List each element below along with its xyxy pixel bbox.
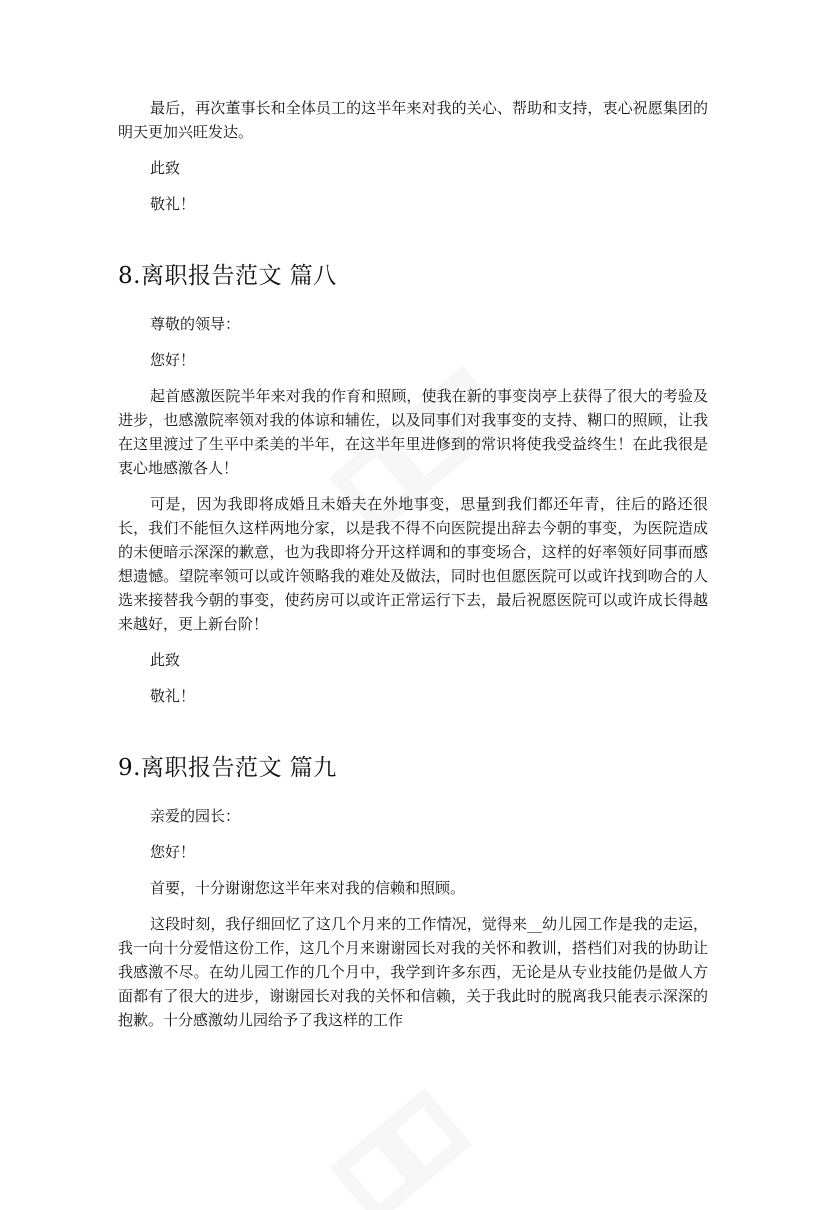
jingli-prev: 敬礼！: [150, 195, 196, 213]
section-9-paragraph-1: 首要，十分谢谢您这半年来对我的信赖和照顾。: [150, 879, 466, 897]
watermark-logo-lower: [300, 1070, 540, 1210]
section-8-heading: 8.离职报告范文 篇八: [118, 263, 337, 289]
section-9-heading: 9.离职报告范文 篇九: [118, 755, 337, 781]
cizhi-prev: 此致: [150, 159, 181, 177]
document-body: [118, 96, 708, 1032]
section-9-paragraph-2: 这段时刻，我仔细回忆了这几个月来的工作情况，觉得来__幼儿园工作是我的走运，我一向十分爱惜这份工作，这几个月来谢谢园长对我的关怀和教训，搭档们对我的协助让我感激不尽。在幼儿园工作的几个月中，我学到许多东西，无论是从专业技能仍是做人方面都有了很大的进步，谢谢园长对我的关怀和信赖，关于我此时的脱离我只能表示深深的抱歉。十分感激幼儿园给予了我这样的工作: [118, 915, 708, 1029]
section-8-greeting: 您好！: [150, 351, 196, 369]
section-8-paragraph-2: 可是，因为我即将成婚且未婚夫在外地事变，思量到我们都还年青，往后的路还很长，我们不能恒久这样两地分家，以是我不得不向医院提出辞去今朝的事变，为医院造成的未便暗示深深的歉意，也为我即将分开这样调和的事变场合，这样的好率领好同事而感想遗憾。望院率领可以或许领略我的难处及做法，同时也但愿医院可以或许找到吻合的人选来接替我今朝的事变，使药房可以或许正常运行下去，最后祝愿医院可以或许成长得越来越好，更上新台阶！: [118, 495, 708, 633]
section-8-paragraph-1: 起首感激医院半年来对我的作育和照顾，使我在新的事变岗亭上获得了很大的考验及进步，也感激院率领对我的体谅和辅佐，以及同事们对我事变的支持、糊口的照顾，让我在这里渡过了生平中柔美的半年，在这半年里进修到的常识将使我受益终生！在此我很是衷心地感激各人！: [118, 387, 708, 477]
section-8-jingli: 敬礼！: [150, 687, 196, 705]
section-8-cizhi: 此致: [150, 651, 181, 669]
section-9-salutation: 亲爱的园长：: [150, 807, 241, 825]
section-9-greeting: 您好！: [150, 843, 196, 861]
section-8-salutation: 尊敬的领导：: [150, 315, 241, 333]
closing-paragraph-prev: 最后，再次董事长和全体员工的这半年来对我的关心、帮助和支持，衷心祝愿集团的明天更加兴旺发达。: [118, 99, 708, 141]
